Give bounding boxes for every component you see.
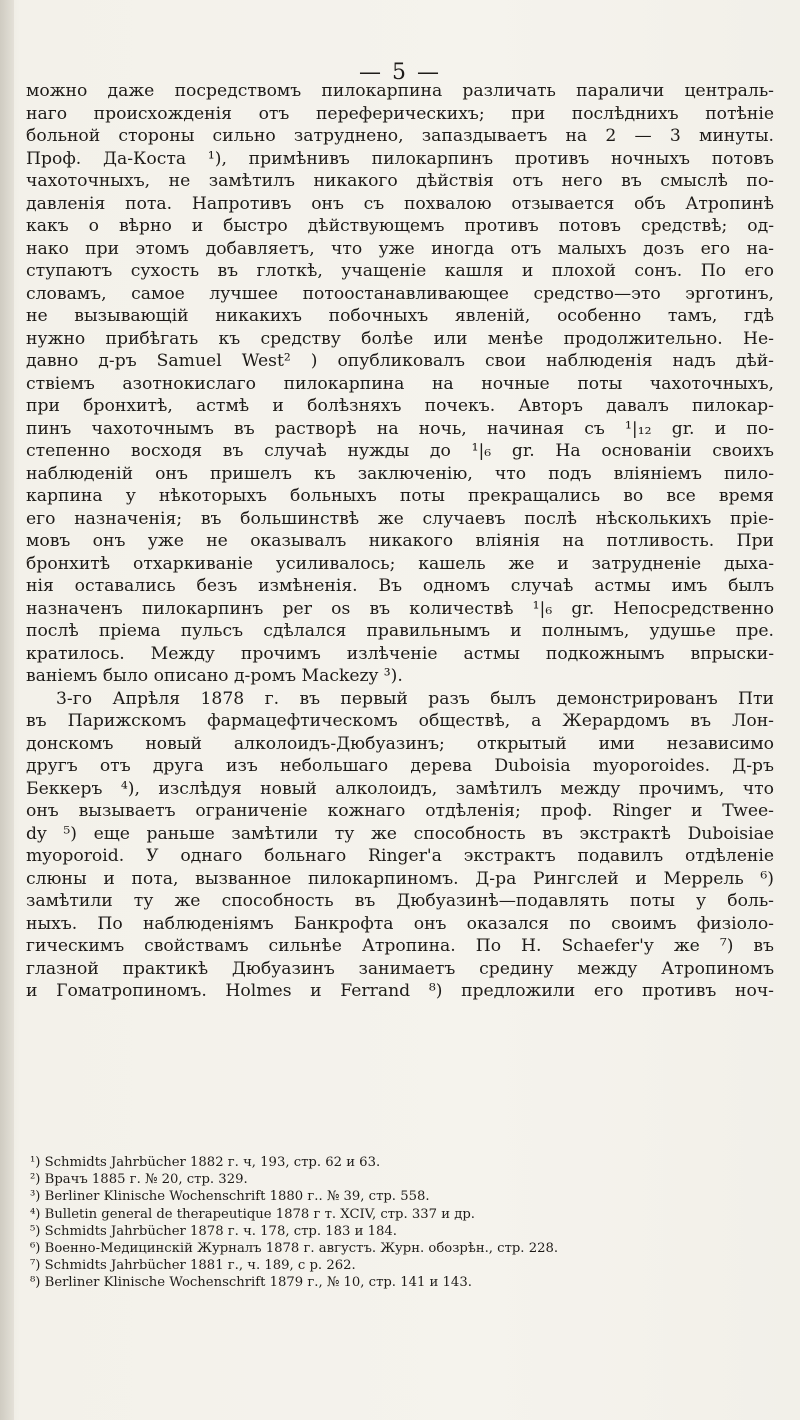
text-line: ваніемъ было описано д-ромъ Mackezy ³). (26, 666, 403, 686)
text-line: мовъ онъ уже не оказывалъ никакого вліянія на потливость. При (26, 531, 774, 551)
text-line: myoporoid. У однаго больнаго Ringer'а экстрактъ подавилъ отдѣленіе (26, 846, 774, 866)
text-line: Проф. Да-Коста ¹), примѣнивъ пилокарпинъ противъ ночныхъ потовъ (26, 148, 774, 169)
text-line: наблюденій онъ пришелъ къ заключенію, что подъ вліяніемъ пило- (26, 463, 774, 484)
text-line: и Гоматропиномъ. Holmes и Ferrand ⁸) предложили его противъ ноч- (26, 981, 774, 1001)
text-line: его назначенія; въ большинствѣ же случаевъ послѣ нѣсколькихъ пріе- (26, 508, 774, 529)
text-line: замѣтили ту же способность въ Дюбуазинѣ—подавлять поты у боль- (26, 891, 774, 911)
text-line: чахоточныхъ, не замѣтилъ никакого дѣйствія отъ него въ смыслѣ по- (26, 171, 774, 191)
text-line: бронхитѣ отхаркиваніе усиливалось; кашель же и затрудненіе дыха- (26, 553, 774, 574)
text-line: нія оставались безъ измѣненія. Въ одномъ случаѣ астмы имъ былъ (26, 576, 774, 596)
footnote: ²) Врачъ 1885 г. № 20, стр. 329. (30, 1172, 248, 1188)
text-line: нужно прибѣгать къ средству болѣе или менѣе продолжительно. Не- (26, 328, 774, 349)
text-line: степенно восходя въ случаѣ нужды до ¹|₆ gr. На основаніи своихъ (26, 441, 774, 461)
text-line: при бронхитѣ, астмѣ и болѣзняхъ почекъ. Авторъ давалъ пилокар- (26, 396, 774, 416)
text-line: какъ о вѣрно и быстро дѣйствующемъ противъ потовъ средствѣ; од- (26, 216, 774, 236)
text-line: больной стороны сильно затруднено, запаздываетъ на 2 — 3 минуты. (26, 126, 774, 146)
body-text (26, 80, 774, 1003)
page-spine-shadow (0, 0, 14, 1420)
text-line: словамъ, самое лучшее потоостанавливающее средство—это эрготинъ, (26, 283, 774, 304)
text-line: гическимъ свойствамъ сильнѣе Атропина. По H. Schaefer'у же ⁷) въ (26, 936, 774, 956)
text-line: можно даже посредствомъ пилокарпина различать параличи централь- (26, 81, 774, 101)
footnote: ⁶) Военно-Медицинскій Журналъ 1878 г. августъ. Журн. обозрѣн., стр. 228. (30, 1240, 559, 1256)
text-line: ныхъ. По наблюденіямъ Банкрофта онъ оказался по своимъ физіоло- (26, 913, 774, 934)
page-number: — 5 — (359, 60, 441, 85)
text-line: онъ вызываетъ ограниченіе кожнаго отдѣленія; проф. Ringer и Twee- (26, 801, 774, 821)
text-line: 3-го Апрѣля 1878 г. въ первый разъ былъ демонстрированъ Пти (56, 688, 774, 709)
footnote: ⁴) Bulletin general de therapeutique 1878 г т. XCIV, стр. 337 и др. (30, 1206, 475, 1222)
text-line: ствіемъ азотнокислаго пилокарпина на ночные поты чахоточныхъ, (26, 373, 774, 394)
text-line: карпина у нѣкоторыхъ больныхъ поты прекращались во все время (26, 486, 774, 506)
text-line: кратилось. Между прочимъ излѣченіе астмы подкожнымъ впрыски- (26, 643, 774, 664)
footnote: ⁸) Berliner Klinische Wochenschrift 1879 г., № 10, стр. 141 и 143. (30, 1275, 472, 1291)
text-line: донскомъ новый алколоидъ-Дюбуазинъ; открытый ими независимо (26, 733, 774, 754)
text-line: наго происхожденія отъ переферическихъ; при послѣднихъ потѣніе (26, 103, 774, 124)
text-line: ступаютъ сухость въ глоткѣ, учащеніе кашля и плохой сонъ. По его (26, 261, 774, 281)
footnote: ¹) Schmidts Jahrbücher 1882 г. ч, 193, стр. 62 и 63. (30, 1155, 381, 1170)
text-line: послѣ пріема пульсъ сдѣлался правильнымъ и полнымъ, удушье пре. (26, 621, 774, 641)
footnote: ⁷) Schmidts Jahrbücher 1881 г., ч. 189, с р. 262. (30, 1258, 356, 1274)
text-line: dy ⁵) еще раньше замѣтили ту же способность въ экстрактѣ Duboisiae (26, 823, 774, 844)
text-line: давно д-ръ Samuel West² ) опубликовалъ свои наблюденія надъ дѣй- (26, 351, 774, 371)
text-line: глазной практикѣ Дюбуазинъ занимаетъ средину между Атропиномъ (26, 958, 774, 979)
text-line: назначенъ пилокарпинъ per os въ количествѣ ¹|₆ gr. Непосредственно (26, 598, 774, 619)
text-line: слюны и пота, вызванное пилокарпиномъ. Д-ра Рингслей и Меррель ⁶) (26, 868, 774, 889)
text-line: давленія пота. Напротивъ онъ съ похвалою отзывается объ Атропинѣ (26, 193, 774, 214)
text-line: Беккеръ ⁴), изслѣдуя новый алколоидъ, замѣтилъ между прочимъ, что (26, 778, 774, 799)
footnote: ⁵) Schmidts Jahrbücher 1878 г. ч. 178, стр. 183 и 184. (30, 1223, 397, 1239)
text-line: не вызывающій никакихъ побочныхъ явленій, особенно тамъ, гдѣ (26, 306, 774, 326)
text-line: пинъ чахоточнымъ въ растворѣ на ночь, начиная съ ¹|₁₂ gr. и по- (26, 418, 774, 439)
text-line: нако при этомъ добавляетъ, что уже иногда отъ малыхъ дозъ его на- (26, 238, 774, 259)
text-line: другъ отъ друга изъ небольшаго дерева Duboisia myoporoides. Д-ръ (26, 756, 774, 776)
footnotes (30, 1154, 770, 1292)
footnote: ³) Berliner Klinische Wochenschrift 1880 г.. № 39, стр. 558. (30, 1189, 430, 1205)
text-line: въ Парижскомъ фармацефтическомъ обществѣ, а Жерардомъ въ Лон- (26, 711, 774, 731)
